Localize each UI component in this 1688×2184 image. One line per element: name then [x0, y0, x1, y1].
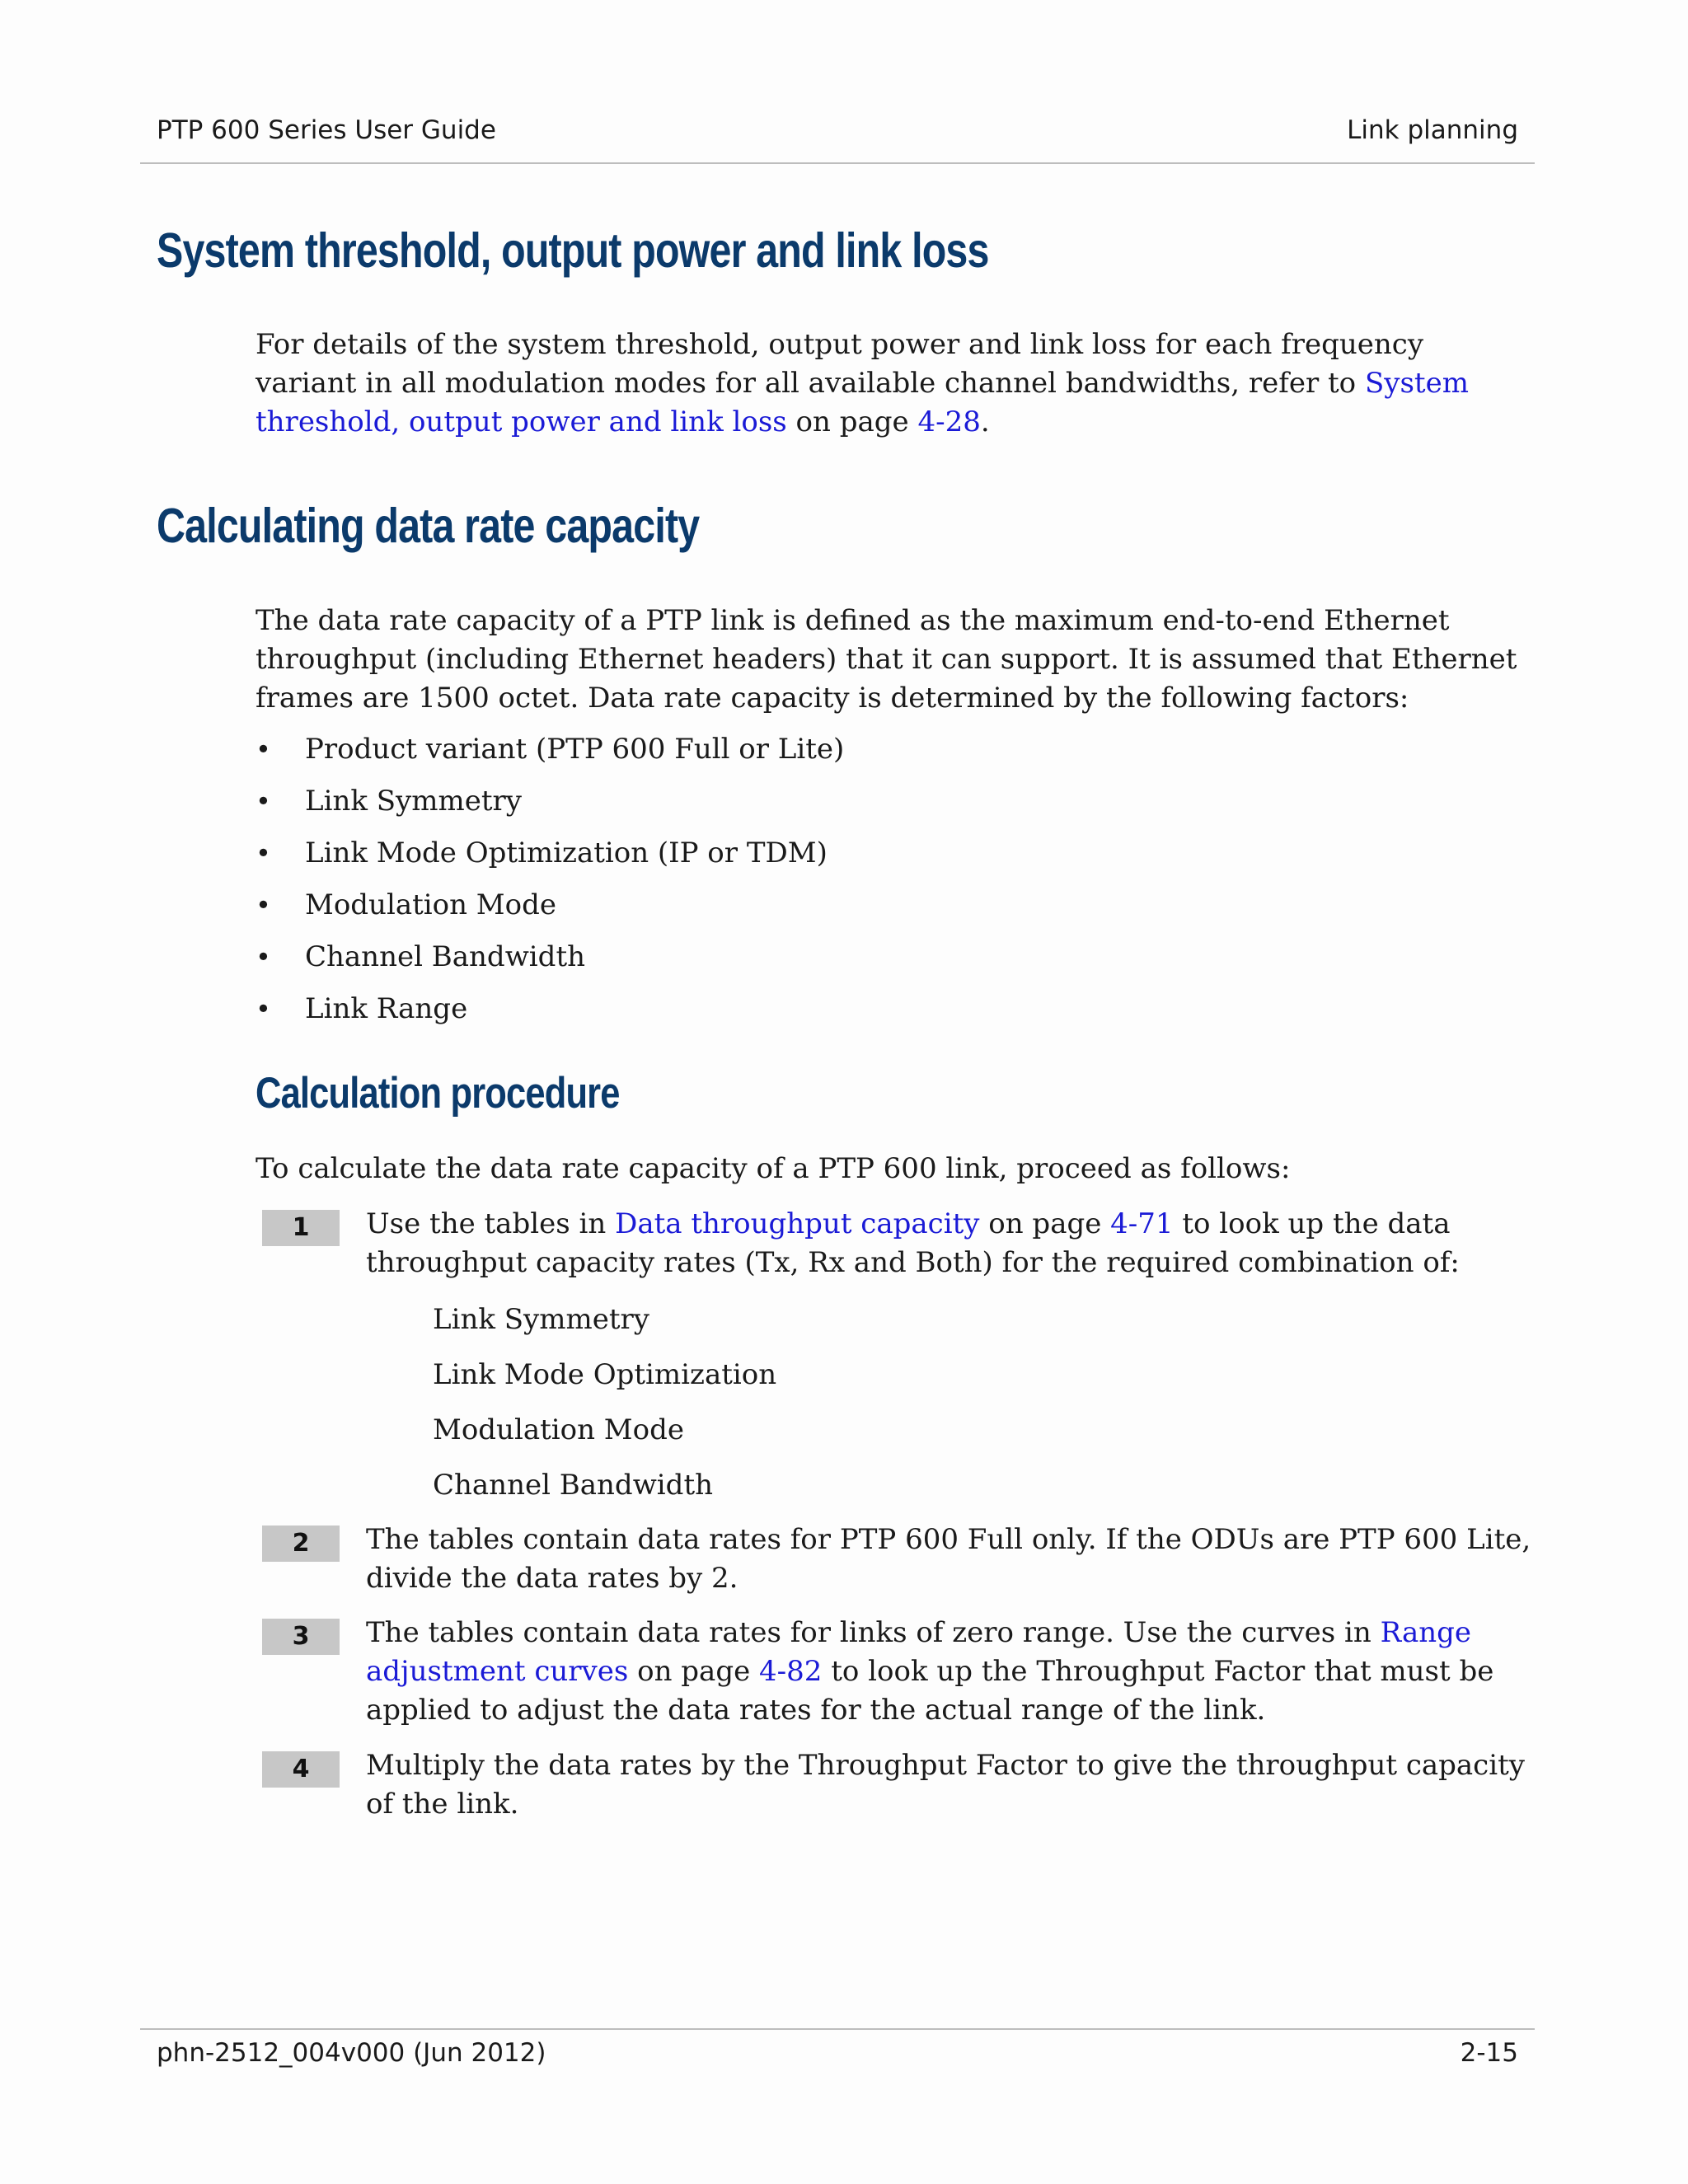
system-threshold-paragraph	[256, 326, 1525, 442]
step-number-badge: 3	[262, 1619, 340, 1655]
footer-doc-id: phn-2512_004v000 (Jun 2012)	[157, 2038, 546, 2068]
link-page-4-71[interactable]: 4-71	[1110, 1207, 1174, 1240]
list-item: • Link Range	[256, 990, 844, 1042]
factor-bullet-list	[256, 730, 844, 1042]
list-item: • Product variant (PTP 600 Full or Lite)	[256, 730, 844, 782]
step-text-part: on page	[628, 1655, 760, 1688]
header-chapter-title: Link planning	[1347, 115, 1518, 145]
step-text-part: on page	[979, 1207, 1111, 1240]
list-item: • Link Mode Optimization (IP or TDM)	[256, 834, 844, 886]
list-item: • Modulation Mode	[256, 886, 844, 938]
subsection-heading-calculation-procedure: Calculation procedure	[256, 1069, 620, 1118]
section-heading-data-rate-capacity: Calculating data rate capacity	[157, 499, 700, 553]
paragraph-text: For details of the system threshold, output power and link loss for each frequency variant in all modulation modes for all available channel bandwidths, refer to	[256, 328, 1424, 400]
step-number-badge: 1	[262, 1210, 340, 1246]
step-number-badge: 4	[262, 1751, 340, 1788]
step-text: The tables contain data rates for PTP 600 Full only. If the ODUs are PTP 600 Lite, divide the data rates by 2.	[366, 1523, 1531, 1595]
step-text-part: to look up the Throughput Factor that must be applied to adjust the data rates for the actual range of the link.	[366, 1655, 1494, 1727]
section-heading-system-threshold: System threshold, output power and link loss	[157, 223, 989, 278]
step-text	[366, 1205, 1536, 1282]
step-text-part: Use the tables in	[366, 1207, 616, 1240]
link-page-4-82[interactable]: 4-82	[759, 1655, 823, 1688]
step-text: Multiply the data rates by the Throughput Factor to give the throughput capacity of the link.	[366, 1749, 1525, 1821]
link-range-adjustment-curves[interactable]: Range adjustment curves	[366, 1616, 1471, 1688]
link-data-throughput-capacity[interactable]: Data throughput capacity	[615, 1207, 980, 1240]
paragraph-text: .	[980, 405, 990, 438]
combination-item: Link Symmetry	[433, 1303, 649, 1336]
step-text	[366, 1614, 1536, 1730]
step-text-part: to look up the data throughput capacity rates (Tx, Rx and Both) for the required combination of:	[366, 1207, 1460, 1279]
list-item: • Channel Bandwidth	[256, 938, 844, 990]
procedure-intro: To calculate the data rate capacity of a PTP 600 link, proceed as follows:	[256, 1152, 1291, 1185]
step-text-part: The tables contain data rates for links of zero range. Use the curves in	[366, 1616, 1381, 1649]
combination-item: Channel Bandwidth	[433, 1469, 713, 1502]
header-rule	[140, 162, 1535, 164]
footer-rule	[140, 2028, 1535, 2030]
combination-item: Link Mode Optimization	[433, 1358, 777, 1391]
link-page-4-28[interactable]: 4-28	[917, 405, 981, 438]
step-number-badge: 2	[262, 1526, 340, 1562]
header-guide-title: PTP 600 Series User Guide	[157, 115, 496, 145]
list-item: • Link Symmetry	[256, 782, 844, 834]
paragraph-text: on page	[786, 405, 918, 438]
footer-page-number: 2-15	[1460, 2038, 1518, 2068]
data-rate-paragraph: The data rate capacity of a PTP link is defined as the maximum end-to-end Ethernet throughput (including Ethernet headers) that it can support. It is assumed that Ethernet frames are 1500 octet. Data rate capacity is determined by the following factors:	[256, 604, 1517, 715]
combination-item: Modulation Mode	[433, 1413, 684, 1446]
link-system-threshold[interactable]: System threshold, output power and link loss	[256, 367, 1469, 438]
